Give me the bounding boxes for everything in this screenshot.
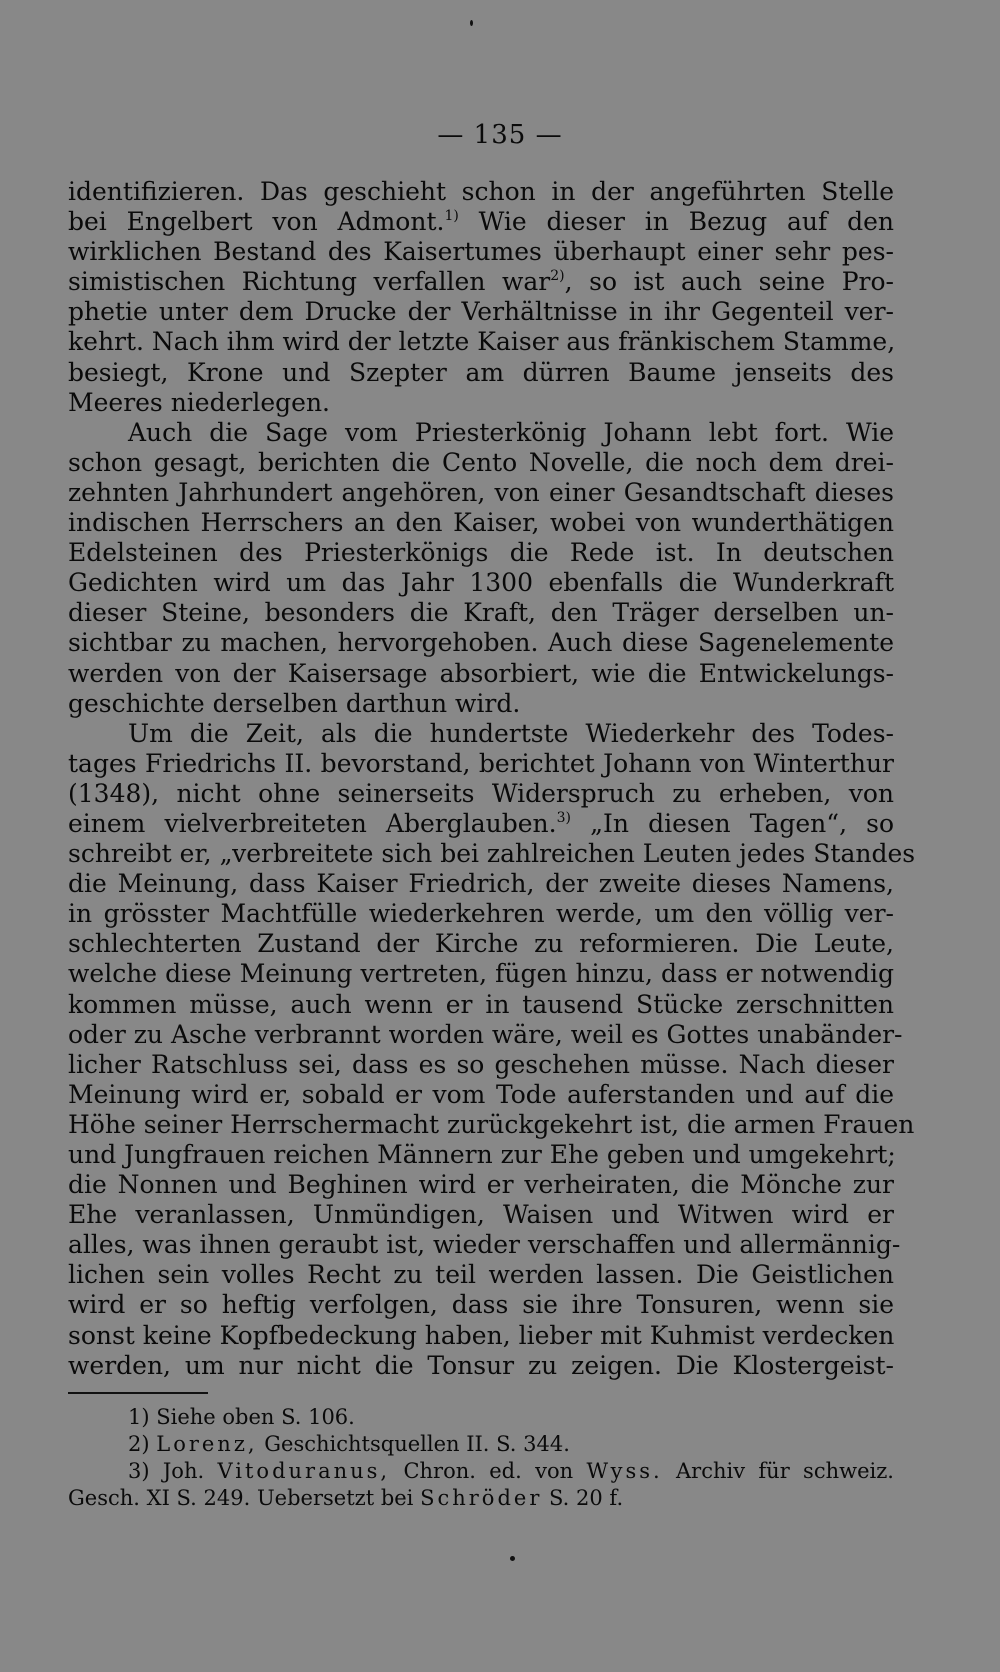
footnote-author: Lorenz, [156, 1432, 258, 1456]
text-line: welche diese Meinung vertreten, fügen hinzu, dass er notwendig [68, 959, 894, 989]
text-line: Edelsteinen des Priesterkönigs die Rede ist. In deutschen [68, 538, 894, 568]
text-line: werden, um nur nicht die Tonsur zu zeigen. Die Klostergeist- [68, 1350, 894, 1380]
text-line: tages Friedrichs II. bevorstand, berichtet Johann von Winterthur [68, 748, 894, 778]
text-line: Auch die Sage vom Priesterkönig Johann lebt fort. Wie [128, 417, 894, 447]
text-line: die Meinung, dass Kaiser Friedrich, der zweite dieses Namens, [68, 869, 894, 899]
text-line: indischen Herrschers an den Kaiser, wobei von wunderthätigen [68, 508, 894, 538]
footnote-divider [68, 1392, 208, 1394]
text-line: wirklichen Bestand des Kaisertumes überhaupt einer sehr pes- [68, 237, 894, 267]
footnote-text: Geschichtsquellen II. S. 344. [264, 1432, 570, 1456]
text-line: schon gesagt, berichten die Cento Novelle, die noch dem drei- [68, 447, 894, 477]
footnote-3 [68, 1458, 894, 1485]
text-line: kommen müsse, auch wenn er in tausend Stücke zerschnitten [68, 989, 894, 1019]
footnote-ref: 3) [556, 809, 571, 826]
text-line: Höhe seiner Herrschermacht zurückgekehrt ist, die armen Frauen [68, 1109, 915, 1139]
text-line: Um die Zeit, als die hundertste Wiederkehr des Todes- [128, 718, 894, 748]
footnote-text: Gesch. XI S. 249. Uebersetzt bei [68, 1486, 414, 1510]
text-line: geschichte derselben darthun wird. [68, 688, 521, 718]
text-line: die Nonnen und Beghinen wird er verheiraten, die Mönche zur [68, 1170, 894, 1200]
footnote-editor: Wyss. [586, 1459, 663, 1483]
text-line [68, 207, 894, 237]
footnote-text: Chron. ed. von [403, 1459, 574, 1483]
footnote-number: 2) [128, 1432, 150, 1456]
text-segment: simistischen Richtung verfallen war [68, 267, 551, 297]
text-line: lichen sein volles Recht zu teil werden lassen. Die Geistlichen [68, 1260, 894, 1290]
footnote-text: Archiv für schweiz. [676, 1459, 894, 1483]
footnote-text: Joh. [162, 1459, 205, 1483]
text-line: schlechterten Zustand der Kirche zu reformieren. Die Leute, [68, 929, 894, 959]
text-line: identifizieren. Das geschieht schon in der angeführten Stelle [68, 177, 894, 206]
text-line: kehrt. Nach ihm wird der letzte Kaiser aus fränkischem Stamme, [68, 327, 896, 357]
text-line: werden von der Kaisersage absorbiert, wie die Entwickelungs- [68, 658, 894, 688]
text-line [68, 267, 894, 297]
text-line: licher Ratschluss sei, dass es so geschehen müsse. Nach dieser [68, 1049, 894, 1079]
footnote-1: 1) Siehe oben S. 106. [128, 1405, 355, 1429]
text-segment: , so ist auch seine Pro- [564, 267, 894, 297]
text-line: alles, was ihnen geraubt ist, wieder verschaffen und allermännig- [68, 1230, 901, 1260]
text-line: schreibt er, „verbreitete sich bei zahlreichen Leuten jedes Standes [68, 839, 916, 869]
text-line: in grösster Machtfülle wiederkehren werde, um den völlig ver- [68, 899, 894, 929]
text-line: oder zu Asche verbrannt worden wäre, weil es Gottes unabänder- [68, 1019, 903, 1049]
text-line: Meinung wird er, sobald er vom Tode auferstanden und auf die [68, 1079, 894, 1109]
text-line: Ehe veranlassen, Unmündigen, Waisen und Witwen wird er [68, 1200, 894, 1230]
footnote-ref: 2) [550, 268, 565, 285]
footnote-author: Vitoduranus, [217, 1459, 391, 1483]
text-segment: bei Engelbert von Admont. [68, 207, 445, 237]
text-line: phetie unter dem Drucke der Verhältnisse in ihr Gegenteil ver- [68, 297, 894, 327]
text-line: sichtbar zu machen, hervorgehoben. Auch diese Sagenelemente [68, 628, 894, 658]
text-line: sonst keine Kopfbedeckung haben, lieber mit Kuhmist verdecken [68, 1320, 895, 1350]
page-number: — 135 — [437, 120, 563, 150]
text-line: Meeres niederlegen. [68, 387, 330, 417]
footnote-ref: 1) [444, 208, 459, 225]
footnote-number: 3) [128, 1459, 150, 1483]
text-line: dieser Steine, besonders die Kraft, den Träger derselben un- [68, 598, 894, 628]
text-line: und Jungfrauen reichen Männern zur Ehe geben und umgekehrt; [68, 1140, 896, 1169]
footnotes [68, 1404, 894, 1512]
body-text [68, 177, 916, 1381]
text-line: wird er so heftig verfolgen, dass sie ihre Tonsuren, wenn sie [68, 1290, 894, 1320]
footnote-3-continued [68, 1485, 894, 1512]
footnote-author: Schröder [420, 1486, 543, 1510]
text-segment: Wie dieser in Bezug auf den [478, 207, 894, 237]
print-speck [470, 20, 473, 26]
text-line: zehnten Jahrhundert angehören, von einer Gesandtschaft dieses [68, 477, 894, 507]
text-segment: „In diesen Tagen“, so [590, 808, 895, 838]
text-segment: einem vielverbreiteten Aberglauben. [68, 808, 557, 838]
text-line: Gedichten wird um das Jahr 1300 ebenfalls die Wunderkraft [68, 568, 894, 598]
print-speck [510, 1556, 515, 1561]
text-line [68, 809, 894, 839]
footnote-2 [68, 1431, 894, 1458]
text-line: (1348), nicht ohne seinerseits Widerspruch zu erheben, von [68, 778, 894, 808]
footnote-text: S. 20 f. [549, 1486, 624, 1510]
text-line: besiegt, Krone und Szepter am dürren Baume jenseits des [68, 357, 894, 387]
